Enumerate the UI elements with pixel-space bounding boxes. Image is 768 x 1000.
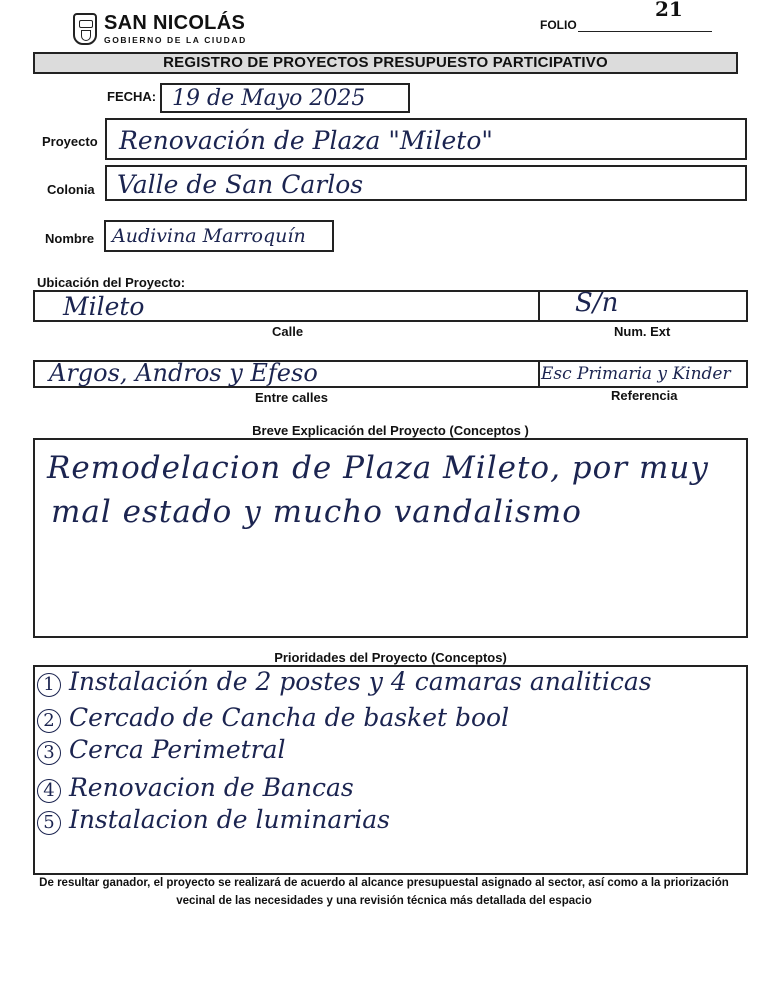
prioridad-text-5: Instalacion de luminarias [68, 805, 390, 834]
referencia-label: Referencia [611, 388, 678, 403]
colonia-label: Colonia [47, 182, 95, 197]
prioridad-item-1 [37, 667, 652, 697]
brand-subtitle: GOBIERNO DE LA CIUDAD [104, 35, 247, 45]
proyecto-value: Renovación de Plaza "Mileto" [119, 126, 493, 155]
footer-line-2: vecinal de las necesidades y una revisión técnica más detallada del espacio [176, 895, 592, 907]
colonia-value: Valle de San Carlos [117, 170, 364, 199]
prioridad-number-5: 5 [37, 811, 61, 835]
calle-field[interactable] [33, 290, 748, 322]
entre-calles-value: Argos, Andros y Efeso [49, 359, 318, 387]
folio-line [578, 31, 712, 32]
entre-calles-label: Entre calles [255, 390, 328, 405]
explicacion-field[interactable] [33, 438, 748, 638]
prioridad-number-4: 4 [37, 779, 61, 803]
ubicacion-label: Ubicación del Proyecto: [37, 275, 186, 290]
folio-number: 21 [655, 0, 683, 21]
fecha-field[interactable] [160, 83, 410, 113]
referencia-value: Esc Primaria y Kinder [541, 364, 731, 384]
explicacion-line-1: Remodelacion de Plaza Mileto, por muy [47, 450, 709, 486]
prioridad-item-3 [37, 735, 286, 765]
brand-name: SAN NICOLÁS [104, 12, 246, 34]
fecha-label: FECHA: [107, 89, 157, 104]
entre-divider [538, 360, 540, 388]
footer-line-1: De resultar ganador, el proyecto se realizará de acuerdo al alcance presupuestal asignado al sector, así como a la priorización [39, 877, 729, 889]
footer-note [20, 874, 748, 910]
prioridad-item-2 [37, 703, 509, 733]
prioridades-label: Prioridades del Proyecto (Conceptos) [274, 650, 507, 665]
prioridad-text-3: Cerca Perimetral [68, 735, 286, 764]
prioridad-text-1: Instalación de 2 postes y 4 camaras analiticas [68, 667, 652, 696]
num-ext-value: S/n [575, 288, 619, 318]
prioridad-number-3: 3 [37, 741, 61, 765]
fecha-value: 19 de Mayo 2025 [172, 86, 366, 111]
num-ext-label: Num. Ext [614, 324, 671, 339]
prioridad-text-4: Renovacion de Bancas [68, 773, 354, 802]
explicacion-line-2: mal estado y mucho vandalismo [51, 494, 582, 530]
prioridad-item-4 [37, 773, 354, 803]
prioridad-number-2: 2 [37, 709, 61, 733]
calle-value: Mileto [63, 292, 145, 321]
calle-divider [538, 290, 540, 322]
prioridad-item-5 [37, 805, 390, 835]
nombre-label: Nombre [45, 231, 95, 246]
colonia-field[interactable] [105, 165, 747, 201]
explicacion-label: Breve Explicación del Proyecto (Conceptos ) [252, 423, 529, 438]
form-title: REGISTRO DE PROYECTOS PRESUPUESTO PARTICIPATIVO [33, 52, 738, 74]
nombre-value: Audivina Marroquín [112, 225, 306, 247]
proyecto-label: Proyecto [42, 134, 98, 149]
proyecto-field[interactable] [105, 118, 747, 160]
calle-label: Calle [272, 324, 304, 339]
prioridades-field[interactable] [33, 665, 748, 875]
nombre-field[interactable] [104, 220, 334, 252]
prioridad-text-2: Cercado de Cancha de basket bool [68, 703, 510, 732]
folio-label: FOLIO [540, 18, 577, 32]
prioridad-number-1: 1 [37, 673, 61, 697]
entre-calles-field[interactable] [33, 360, 748, 388]
city-logo-icon [73, 13, 97, 45]
